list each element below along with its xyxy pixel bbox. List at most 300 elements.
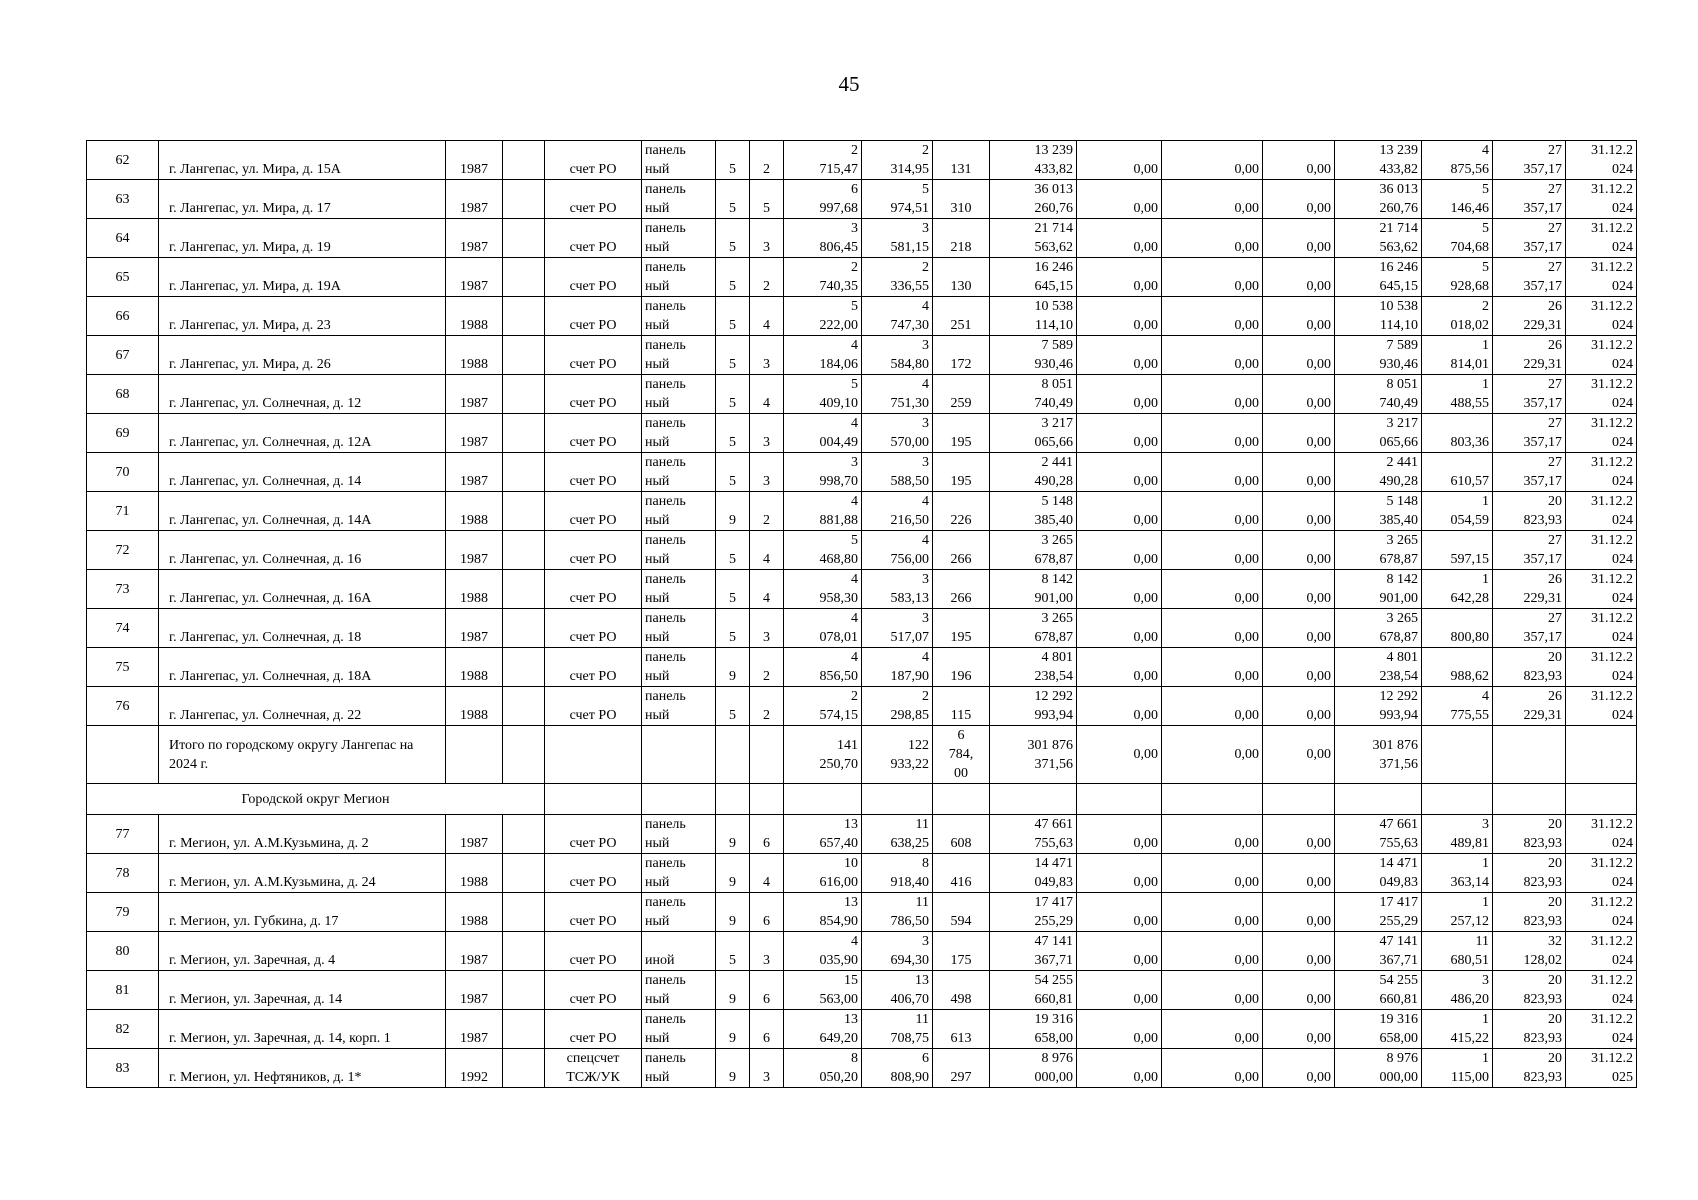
wall-material-cell: панель ный	[642, 414, 716, 453]
floors-cell: 9	[716, 893, 750, 932]
blank-cell	[503, 531, 545, 570]
deadline-cell: 31.12.2 024	[1566, 414, 1637, 453]
fund-c-cell: 0,00	[1263, 1049, 1335, 1088]
fund-cell: счет РО	[545, 492, 642, 531]
limit-cost-cell: 27 357,17	[1493, 219, 1566, 258]
year-cell: 1987	[446, 414, 503, 453]
row-number: 77	[87, 815, 159, 854]
year-cell: 1992	[446, 1049, 503, 1088]
entrances-cell: 6	[750, 971, 784, 1010]
residents-cell: 498	[933, 971, 990, 1010]
table-row	[87, 932, 1637, 971]
residents-cell: 131	[933, 141, 990, 180]
limit-cost-cell: 20 823,93	[1493, 971, 1566, 1010]
year-cell: 1987	[446, 932, 503, 971]
total-area-cell: 4 078,01	[784, 609, 862, 648]
total-area-cell: 2 740,35	[784, 258, 862, 297]
total-area-cell: 4 184,06	[784, 336, 862, 375]
address-cell: г. Мегион, ул. Губкина, д. 17	[159, 893, 446, 932]
wall-material-cell: панель ный	[642, 336, 716, 375]
entrances-cell: 3	[750, 1049, 784, 1088]
blank-cell	[503, 815, 545, 854]
fund-a-cell: 0,00	[1077, 258, 1162, 297]
district-heading: Городской округ Мегион	[87, 784, 545, 815]
fund-c-cell: 0,00	[1263, 815, 1335, 854]
unit-cost-cell: 1 363,14	[1422, 854, 1493, 893]
owners-funds-cell: 54 255 660,81	[1335, 971, 1422, 1010]
total-area-cell: 2 715,47	[784, 141, 862, 180]
deadline-cell: 31.12.2 024	[1566, 932, 1637, 971]
table-row	[87, 1049, 1637, 1088]
entrances-cell: 2	[750, 648, 784, 687]
limit-cost-cell: 26 229,31	[1493, 570, 1566, 609]
unit-cost-cell: 1 642,28	[1422, 570, 1493, 609]
floors-cell: 5	[716, 609, 750, 648]
fund-c-cell: 0,00	[1263, 687, 1335, 726]
fund-c-cell: 0,00	[1263, 297, 1335, 336]
residents-cell: 226	[933, 492, 990, 531]
wall-material-cell: панель ный	[642, 219, 716, 258]
residents-cell: 416	[933, 854, 990, 893]
blank-cell	[503, 1010, 545, 1049]
living-area-cell: 4 216,50	[862, 492, 933, 531]
deadline-cell: 31.12.2 024	[1566, 297, 1637, 336]
total-area-cell: 3 998,70	[784, 453, 862, 492]
unit-cost-cell: 610,57	[1422, 453, 1493, 492]
unit-cost-cell: 1 415,22	[1422, 1010, 1493, 1049]
total-area-cell: 2 574,15	[784, 687, 862, 726]
blank-cell	[503, 609, 545, 648]
fund-a-cell: 0,00	[1077, 141, 1162, 180]
residents-cell: 175	[933, 932, 990, 971]
fund-c-cell: 0,00	[1263, 570, 1335, 609]
total-area-cell: 4 881,88	[784, 492, 862, 531]
fund-cell: счет РО	[545, 932, 642, 971]
cost-cell: 3 217 065,66	[990, 414, 1077, 453]
total-area-cell: 4 004,49	[784, 414, 862, 453]
wall-material-cell: панель ный	[642, 971, 716, 1010]
fund-cell: счет РО	[545, 453, 642, 492]
residents-cell: 251	[933, 297, 990, 336]
blank-cell	[503, 492, 545, 531]
fund-cell: счет РО	[545, 570, 642, 609]
total-no	[87, 726, 159, 784]
entrances-cell: 6	[750, 893, 784, 932]
living-area-cell: 2 336,55	[862, 258, 933, 297]
table-row	[87, 453, 1637, 492]
total-area-cell: 3 806,45	[784, 219, 862, 258]
fund-a-cell: 0,00	[1077, 570, 1162, 609]
fund-a-cell: 0,00	[1077, 492, 1162, 531]
residents-cell: 130	[933, 258, 990, 297]
living-area-cell: 4 751,30	[862, 375, 933, 414]
living-area-cell: 3 581,15	[862, 219, 933, 258]
table-row	[87, 375, 1637, 414]
row-number: 76	[87, 687, 159, 726]
limit-cost-cell: 20 823,93	[1493, 1010, 1566, 1049]
residents-cell: 196	[933, 648, 990, 687]
floors-cell: 9	[716, 854, 750, 893]
table-row	[87, 815, 1637, 854]
table-row	[87, 570, 1637, 609]
entrances-cell: 4	[750, 375, 784, 414]
limit-cost-cell: 27 357,17	[1493, 531, 1566, 570]
address-cell: г. Мегион, ул. А.М.Кузьмина, д. 24	[159, 854, 446, 893]
wall-material-cell: панель ный	[642, 815, 716, 854]
year-cell: 1987	[446, 219, 503, 258]
cost-cell: 17 417 255,29	[990, 893, 1077, 932]
unit-cost-cell: 5 146,46	[1422, 180, 1493, 219]
fund-cell: счет РО	[545, 687, 642, 726]
year-cell: 1987	[446, 180, 503, 219]
deadline-cell: 31.12.2 024	[1566, 893, 1637, 932]
row-number: 79	[87, 893, 159, 932]
wall-material-cell: панель ный	[642, 453, 716, 492]
address-cell: г. Лангепас, ул. Мира, д. 19	[159, 219, 446, 258]
fund-cell: счет РО	[545, 1010, 642, 1049]
wall-material-cell: панель ный	[642, 1010, 716, 1049]
address-cell: г. Лангепас, ул. Солнечная, д. 14	[159, 453, 446, 492]
cost-cell: 21 714 563,62	[990, 219, 1077, 258]
fund-a-cell: 0,00	[1077, 414, 1162, 453]
total-area2: 122 933,22	[862, 726, 933, 784]
living-area-cell: 8 918,40	[862, 854, 933, 893]
entrances-cell: 2	[750, 258, 784, 297]
limit-cost-cell: 27 357,17	[1493, 414, 1566, 453]
fund-b-cell: 0,00	[1162, 180, 1263, 219]
row-number: 83	[87, 1049, 159, 1088]
blank-cell	[503, 893, 545, 932]
wall-material-cell: панель ный	[642, 297, 716, 336]
table-row	[87, 854, 1637, 893]
cost-cell: 54 255 660,81	[990, 971, 1077, 1010]
fund-b-cell: 0,00	[1162, 258, 1263, 297]
blank-cell	[503, 141, 545, 180]
wall-material-cell: панель ный	[642, 180, 716, 219]
fund-a-cell: 0,00	[1077, 971, 1162, 1010]
unit-cost-cell: 5 704,68	[1422, 219, 1493, 258]
row-number: 80	[87, 932, 159, 971]
wall-material-cell: иной	[642, 932, 716, 971]
owners-funds-cell: 17 417 255,29	[1335, 893, 1422, 932]
owners-funds-cell: 8 976 000,00	[1335, 1049, 1422, 1088]
cost-cell: 2 441 490,28	[990, 453, 1077, 492]
row-number: 70	[87, 453, 159, 492]
unit-cost-cell: 1 054,59	[1422, 492, 1493, 531]
unit-cost-cell: 3 489,81	[1422, 815, 1493, 854]
wall-material-cell: панель ный	[642, 141, 716, 180]
entrances-cell: 3	[750, 932, 784, 971]
limit-cost-cell: 20 823,93	[1493, 893, 1566, 932]
entrances-cell: 5	[750, 180, 784, 219]
limit-cost-cell: 27 357,17	[1493, 609, 1566, 648]
residents-cell: 266	[933, 531, 990, 570]
cost-cell: 16 246 645,15	[990, 258, 1077, 297]
table-row	[87, 492, 1637, 531]
fund-cell: счет РО	[545, 609, 642, 648]
total-area-cell: 4 856,50	[784, 648, 862, 687]
unit-cost-cell: 1 814,01	[1422, 336, 1493, 375]
fund-a-cell: 0,00	[1077, 609, 1162, 648]
fund-c-cell: 0,00	[1263, 414, 1335, 453]
limit-cost-cell: 26 229,31	[1493, 297, 1566, 336]
owners-funds-cell: 10 538 114,10	[1335, 297, 1422, 336]
page-number: 45	[838, 72, 860, 96]
unit-cost-cell: 1 488,55	[1422, 375, 1493, 414]
owners-funds-cell: 8 051 740,49	[1335, 375, 1422, 414]
fund-cell: счет РО	[545, 648, 642, 687]
total-area-cell: 8 050,20	[784, 1049, 862, 1088]
blank-cell	[503, 648, 545, 687]
total-area-cell: 15 563,00	[784, 971, 862, 1010]
total-label: Итого по городскому округу Лангепас на 2024 г.	[159, 726, 446, 784]
address-cell: г. Лангепас, ул. Солнечная, д. 22	[159, 687, 446, 726]
wall-material-cell: панель ный	[642, 854, 716, 893]
living-area-cell: 3 517,07	[862, 609, 933, 648]
row-number: 81	[87, 971, 159, 1010]
fund-a-cell: 0,00	[1077, 1049, 1162, 1088]
year-cell: 1988	[446, 854, 503, 893]
fund-a-cell: 0,00	[1077, 375, 1162, 414]
wall-material-cell: панель ный	[642, 893, 716, 932]
table-row	[87, 609, 1637, 648]
row-number: 72	[87, 531, 159, 570]
blank-cell	[503, 414, 545, 453]
blank-cell	[503, 570, 545, 609]
owners-funds-cell: 7 589 930,46	[1335, 336, 1422, 375]
district-heading-row	[87, 784, 1637, 815]
owners-funds-cell: 36 013 260,76	[1335, 180, 1422, 219]
owners-funds-cell: 47 661 755,63	[1335, 815, 1422, 854]
fund-a-cell: 0,00	[1077, 453, 1162, 492]
entrances-cell: 3	[750, 609, 784, 648]
fund-cell: счет РО	[545, 414, 642, 453]
entrances-cell: 6	[750, 815, 784, 854]
table-row	[87, 258, 1637, 297]
deadline-cell: 31.12.2 024	[1566, 570, 1637, 609]
address-cell: г. Мегион, ул. А.М.Кузьмина, д. 2	[159, 815, 446, 854]
fund-c-cell: 0,00	[1263, 492, 1335, 531]
residents-cell: 613	[933, 1010, 990, 1049]
limit-cost-cell: 26 229,31	[1493, 336, 1566, 375]
cost-cell: 4 801 238,54	[990, 648, 1077, 687]
total-area-cell: 10 616,00	[784, 854, 862, 893]
total-residents: 6 784, 00	[933, 726, 990, 784]
living-area-cell: 3 570,00	[862, 414, 933, 453]
owners-funds-cell: 2 441 490,28	[1335, 453, 1422, 492]
limit-cost-cell: 27 357,17	[1493, 375, 1566, 414]
owners-funds-cell: 3 265 678,87	[1335, 609, 1422, 648]
floors-cell: 5	[716, 297, 750, 336]
total-area-cell: 13 657,40	[784, 815, 862, 854]
blank-cell	[503, 258, 545, 297]
year-cell: 1987	[446, 609, 503, 648]
total-area-cell: 5 468,80	[784, 531, 862, 570]
fund-cell: счет РО	[545, 815, 642, 854]
address-cell: г. Мегион, ул. Заречная, д. 14	[159, 971, 446, 1010]
total-area-cell: 4 958,30	[784, 570, 862, 609]
fund-cell: счет РО	[545, 336, 642, 375]
row-number: 69	[87, 414, 159, 453]
deadline-cell: 31.12.2 024	[1566, 609, 1637, 648]
fund-a-cell: 0,00	[1077, 180, 1162, 219]
cost-cell: 19 316 658,00	[990, 1010, 1077, 1049]
living-area-cell: 5 974,51	[862, 180, 933, 219]
fund-cell: счет РО	[545, 297, 642, 336]
cost-cell: 3 265 678,87	[990, 609, 1077, 648]
address-cell: г. Лангепас, ул. Солнечная, д. 14А	[159, 492, 446, 531]
address-cell: г. Лангепас, ул. Солнечная, д. 12А	[159, 414, 446, 453]
deadline-cell: 31.12.2 024	[1566, 854, 1637, 893]
owners-funds-cell: 47 141 367,71	[1335, 932, 1422, 971]
fund-c-cell: 0,00	[1263, 375, 1335, 414]
fund-c-cell: 0,00	[1263, 648, 1335, 687]
table-row	[87, 180, 1637, 219]
floors-cell: 5	[716, 258, 750, 297]
address-cell: г. Лангепас, ул. Солнечная, д. 18	[159, 609, 446, 648]
entrances-cell: 4	[750, 297, 784, 336]
year-cell: 1988	[446, 336, 503, 375]
year-cell: 1988	[446, 687, 503, 726]
fund-cell: счет РО	[545, 180, 642, 219]
fund-b-cell: 0,00	[1162, 219, 1263, 258]
floors-cell: 5	[716, 414, 750, 453]
fund-b-cell: 0,00	[1162, 375, 1263, 414]
address-cell: г. Мегион, ул. Нефтяников, д. 1*	[159, 1049, 446, 1088]
fund-c-cell: 0,00	[1263, 258, 1335, 297]
residents-cell: 195	[933, 414, 990, 453]
year-cell: 1987	[446, 258, 503, 297]
unit-cost-cell: 4 775,55	[1422, 687, 1493, 726]
year-cell: 1987	[446, 375, 503, 414]
cost-cell: 13 239 433,82	[990, 141, 1077, 180]
floors-cell: 5	[716, 219, 750, 258]
fund-b-cell: 0,00	[1162, 1049, 1263, 1088]
fund-c-cell: 0,00	[1263, 971, 1335, 1010]
fund-c-cell: 0,00	[1263, 219, 1335, 258]
row-number: 68	[87, 375, 159, 414]
table-row	[87, 1010, 1637, 1049]
table-row	[87, 648, 1637, 687]
living-area-cell: 3 583,13	[862, 570, 933, 609]
fund-b-cell: 0,00	[1162, 297, 1263, 336]
address-cell: г. Лангепас, ул. Солнечная, д. 16	[159, 531, 446, 570]
year-cell: 1987	[446, 453, 503, 492]
blank-cell	[503, 375, 545, 414]
living-area-cell: 4 747,30	[862, 297, 933, 336]
floors-cell: 5	[716, 375, 750, 414]
floors-cell: 9	[716, 1010, 750, 1049]
limit-cost-cell: 20 823,93	[1493, 815, 1566, 854]
limit-cost-cell: 20 823,93	[1493, 1049, 1566, 1088]
floors-cell: 5	[716, 453, 750, 492]
cost-cell: 36 013 260,76	[990, 180, 1077, 219]
total-area1: 141 250,70	[784, 726, 862, 784]
fund-a-cell: 0,00	[1077, 1010, 1162, 1049]
fund-b-cell: 0,00	[1162, 492, 1263, 531]
cost-cell: 14 471 049,83	[990, 854, 1077, 893]
wall-material-cell: панель ный	[642, 1049, 716, 1088]
total-row	[87, 726, 1637, 784]
owners-funds-cell: 21 714 563,62	[1335, 219, 1422, 258]
address-cell: г. Лангепас, ул. Мира, д. 17	[159, 180, 446, 219]
cost-cell: 5 148 385,40	[990, 492, 1077, 531]
unit-cost-cell: 597,15	[1422, 531, 1493, 570]
fund-b-cell: 0,00	[1162, 336, 1263, 375]
living-area-cell: 11 638,25	[862, 815, 933, 854]
fund-b-cell: 0,00	[1162, 1010, 1263, 1049]
floors-cell: 5	[716, 687, 750, 726]
year-cell: 1988	[446, 297, 503, 336]
entrances-cell: 3	[750, 414, 784, 453]
fund-cell: счет РО	[545, 854, 642, 893]
wall-material-cell: панель ный	[642, 609, 716, 648]
deadline-cell: 31.12.2 024	[1566, 531, 1637, 570]
residents-cell: 594	[933, 893, 990, 932]
owners-funds-cell: 5 148 385,40	[1335, 492, 1422, 531]
wall-material-cell: панель ный	[642, 648, 716, 687]
blank-cell	[503, 336, 545, 375]
fund-b-cell: 0,00	[1162, 932, 1263, 971]
deadline-cell: 31.12.2 024	[1566, 336, 1637, 375]
year-cell: 1988	[446, 570, 503, 609]
fund-cell: счет РО	[545, 258, 642, 297]
total-f1: 0,00	[1077, 726, 1162, 784]
row-number: 66	[87, 297, 159, 336]
fund-b-cell: 0,00	[1162, 687, 1263, 726]
fund-c-cell: 0,00	[1263, 336, 1335, 375]
address-cell: г. Лангепас, ул. Мира, д. 23	[159, 297, 446, 336]
blank-cell	[503, 1049, 545, 1088]
cost-cell: 12 292 993,94	[990, 687, 1077, 726]
blank-cell	[503, 932, 545, 971]
fund-c-cell: 0,00	[1263, 932, 1335, 971]
row-number: 82	[87, 1010, 159, 1049]
floors-cell: 9	[716, 492, 750, 531]
address-cell: г. Лангепас, ул. Солнечная, д. 16А	[159, 570, 446, 609]
owners-funds-cell: 8 142 901,00	[1335, 570, 1422, 609]
living-area-cell: 4 756,00	[862, 531, 933, 570]
living-area-cell: 2 298,85	[862, 687, 933, 726]
deadline-cell: 31.12.2 024	[1566, 971, 1637, 1010]
fund-a-cell: 0,00	[1077, 815, 1162, 854]
living-area-cell: 2 314,95	[862, 141, 933, 180]
residents-cell: 608	[933, 815, 990, 854]
unit-cost-cell: 3 486,20	[1422, 971, 1493, 1010]
floors-cell: 5	[716, 932, 750, 971]
table-row	[87, 971, 1637, 1010]
cost-cell: 7 589 930,46	[990, 336, 1077, 375]
blank-cell	[503, 297, 545, 336]
deadline-cell: 31.12.2 024	[1566, 687, 1637, 726]
table-row	[87, 414, 1637, 453]
floors-cell: 5	[716, 531, 750, 570]
year-cell: 1987	[446, 971, 503, 1010]
year-cell: 1987	[446, 1010, 503, 1049]
fund-b-cell: 0,00	[1162, 453, 1263, 492]
row-number: 71	[87, 492, 159, 531]
cost-cell: 8 142 901,00	[990, 570, 1077, 609]
fund-cell: счет РО	[545, 375, 642, 414]
deadline-cell: 31.12.2 024	[1566, 258, 1637, 297]
floors-cell: 5	[716, 180, 750, 219]
address-cell: г. Лангепас, ул. Мира, д. 15А	[159, 141, 446, 180]
deadline-cell: 31.12.2 024	[1566, 141, 1637, 180]
limit-cost-cell: 32 128,02	[1493, 932, 1566, 971]
address-cell: г. Лангепас, ул. Мира, д. 19А	[159, 258, 446, 297]
fund-b-cell: 0,00	[1162, 854, 1263, 893]
cost-cell: 8 976 000,00	[990, 1049, 1077, 1088]
